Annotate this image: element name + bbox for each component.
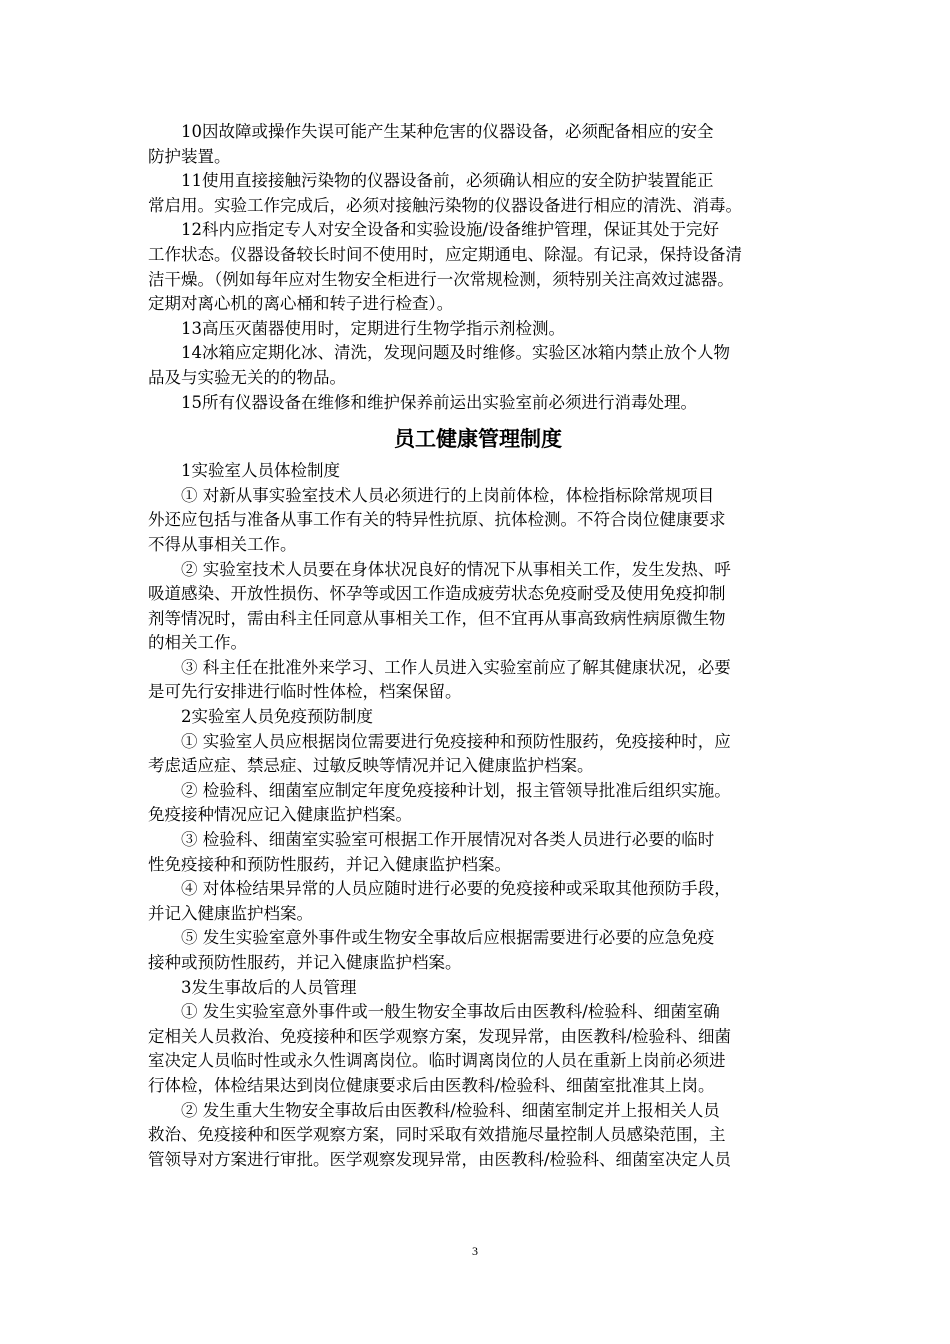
health-management-section: [148, 459, 808, 1172]
text-line: 定期对离心机的离心桶和转子进行检查）。: [148, 294, 454, 314]
text-line: ③ 检验科、细菌室实验室可根据工作开展情况对各类人员进行必要的临时: [181, 830, 715, 850]
text-line: ① 实验室人员应根据岗位需要进行免疫接种和预防性服药，免疫接种时，应: [181, 731, 731, 751]
text-line: 性免疫接种和预防性服药，并记入健康监护档案。: [148, 854, 511, 874]
text-line: 剂等情况时，需由科主任同意从事相关工作，但不宜再从事高致病性病原微生物: [148, 608, 726, 628]
text-line: 并记入健康监护档案。: [148, 903, 313, 923]
text-line: 管领导对方案进行审批。医学观察发现异常，由医教科/检验科、细菌室决定人员: [148, 1149, 732, 1169]
section-title: 员工健康管理制度: [394, 427, 562, 452]
text-line: ③ 科主任在批准外来学习、工作人员进入实验室前应了解其健康状况，必要: [181, 657, 731, 677]
text-line: 不得从事相关工作。: [148, 534, 297, 554]
text-line: 接种或预防性服药，并记入健康监护档案。: [148, 953, 462, 972]
text-line: 14冰箱应定期化冰、清洗，发现问题及时维修。实验区冰箱内禁止放个人物: [181, 343, 730, 363]
text-line: 常启用。实验工作完成后，必须对接触污染物的仪器设备进行相应的清洗、消毒。: [148, 195, 742, 215]
text-line: 12科内应指定专人对安全设备和实验设施/设备维护管理，保证其处于完好: [181, 220, 720, 240]
text-line: 防护装置。: [148, 146, 231, 166]
text-line: 外还应包括与准备从事工作有关的特异性抗原、抗体检测。不符合岗位健康要求: [148, 510, 726, 530]
text-line: 2实验室人员免疫预防制度: [181, 707, 373, 727]
text-line: 15所有仪器设备在维修和维护保养前运出实验室前必须进行消毒处理。: [181, 392, 697, 412]
text-line: 考虑适应症、禁忌症、过敏反映等情况并记入健康监护档案。: [148, 756, 594, 776]
text-line: ⑤ 发生实验室意外事件或生物安全事故后应根据需要进行必要的应急免疫: [181, 928, 715, 948]
text-line: 洁干燥。（例如每年应对生物安全柜进行一次常规检测，须特别关注高效过滤器。: [148, 269, 734, 289]
text-line: 救治、免疫接种和医学观察方案，同时采取有效措施尽量控制人员感染范围，主: [148, 1125, 726, 1145]
text-line: 的相关工作。: [148, 633, 247, 653]
text-line: 3发生事故后的人员管理: [181, 977, 357, 997]
text-line: 品及与实验无关的的物品。: [148, 367, 346, 387]
text-line: 定相关人员救治、免疫接种和医学观察方案，发现异常，由医教科/检验科、细菌: [148, 1026, 732, 1046]
text-line: 免疫接种情况应记入健康监护档案。: [148, 805, 412, 825]
document-body: [148, 120, 808, 1172]
text-line: 11使用直接接触污染物的仪器设备前，必须确认相应的安全防护装置能正: [181, 171, 714, 191]
text-line: ④ 对体检结果异常的人员应随时进行必要的免疫接种或采取其他预防手段，: [181, 879, 731, 899]
text-line: 室决定人员临时性或永久性调离岗位。临时调离岗位的人员在重新上岗前必须进: [148, 1051, 726, 1071]
text-line: 吸道感染、开放性损伤、怀孕等或因工作造成疲劳状态免疫耐受及使用免疫抑制: [148, 584, 726, 604]
text-line: ② 检验科、细菌室应制定年度免疫接种计划，报主管领导批准后组织实施。: [181, 780, 731, 800]
text-line: 行体检，体检结果达到岗位健康要求后由医教科/检验科、细菌室批准其上岗。: [148, 1075, 715, 1095]
equipment-rules-section: [148, 120, 808, 415]
text-line: ② 发生重大生物安全事故后由医教科/检验科、细菌室制定并上报相关人员: [181, 1100, 720, 1120]
text-line: 10因故障或操作失误可能产生某种危害的仪器设备，必须配备相应的安全: [181, 122, 714, 141]
text-line: 是可先行安排进行临时性体检，档案保留。: [148, 682, 462, 702]
text-line: ② 实验室技术人员要在身体状况良好的情况下从事相关工作，发生发热、呼: [181, 559, 731, 579]
text-line: ① 发生实验室意外事件或一般生物安全事故后由医教科/检验科、细菌室确: [181, 1002, 720, 1022]
page-number: 3: [472, 1244, 478, 1258]
text-line: 1实验室人员体检制度: [181, 461, 340, 481]
text-line: ① 对新从事实验室技术人员必须进行的上岗前体检，体检指标除常规项目: [181, 485, 715, 505]
text-line: 13高压灭菌器使用时，定期进行生物学指示剂检测。: [181, 318, 565, 338]
text-line: 工作状态。仪器设备较长时间不使用时，应定期通电、除湿。有记录，保持设备清: [148, 244, 742, 264]
